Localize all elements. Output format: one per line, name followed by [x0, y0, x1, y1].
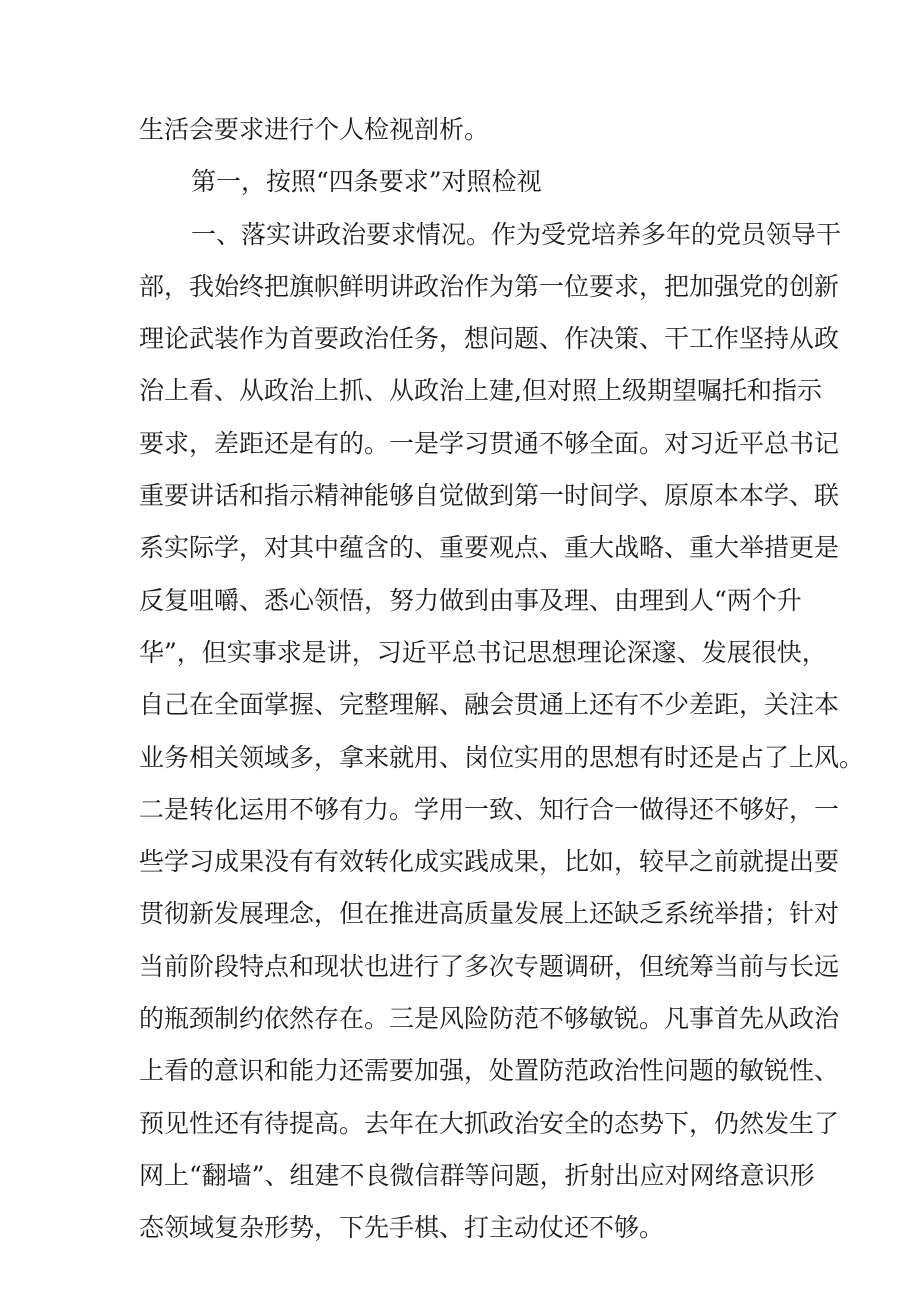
paragraph-line: 系实际学，对其中蕴含的、重要观点、重大战略、重大举措更是	[139, 533, 840, 563]
paragraph-line: 预见性还有待提高。去年在大抓政治安全的态势下，仍然发生了	[139, 1108, 840, 1138]
section-heading: 第一，按照“四条要求”对照检视	[191, 167, 542, 197]
paragraph-line: 重要讲话和指示精神能够自觉做到第一时间学、原原本本学、联	[139, 481, 840, 511]
paragraph-line: 的瓶颈制约依然存在。三是风险防范不够敏锐。凡事首先从政治	[139, 1004, 840, 1034]
paragraph-line: 部，我始终把旗帜鲜明讲政治作为第一位要求，把加强党的创新	[139, 271, 840, 301]
paragraph-line: 自己在全面掌握、完整理解、融会贯通上还有不少差距，关注本	[139, 690, 840, 720]
paragraph-line: 上看的意识和能力还需要加强，处置防范政治性问题的敏锐性、	[139, 1056, 840, 1086]
paragraph-line: 态领域复杂形势，下先手棋、打主动仗还不够。	[139, 1213, 665, 1243]
body-text	[139, 104, 865, 1255]
paragraph-line: 治上看、从政治上抓、从政治上建,但对照上级期望嘱托和指示	[139, 376, 822, 406]
paragraph-line: 生活会要求进行个人检视剖析。	[139, 115, 490, 144]
paragraph-line: 网上“翻墙”、组建不良微信群等问题，折射出应对网络意识形	[139, 1160, 815, 1190]
paragraph-line: 理论武装作为首要政治任务，想问题、作决策、干工作坚持从政	[139, 324, 840, 354]
paragraph-line: 反复咀嚼、悉心领悟，努力做到由事及理、由理到人“两个升	[139, 585, 802, 615]
paragraph-line: 华”，但实事求是讲，习近平总书记思想理论深邃、发展很快，	[139, 637, 827, 667]
paragraph-line: 一、落实讲政治要求情况。作为受党培养多年的党员领导干	[191, 219, 842, 249]
paragraph-line: 要求，差距还是有的。一是学习贯通不够全面。对习近平总书记	[139, 428, 840, 458]
paragraph-line: 二是转化运用不够有力。学用一致、知行合一做得还不够好，一	[139, 794, 840, 824]
paragraph-line: 贯彻新发展理念，但在推进高质量发展上还缺乏系统举措；针对	[139, 899, 840, 929]
paragraph-line: 当前阶段特点和现状也进行了多次专题调研，但统筹当前与长远	[139, 951, 840, 981]
paragraph-line: 业务相关领域多，拿来就用、岗位实用的思想有时还是占了上风。	[139, 742, 865, 772]
paragraph-line: 些学习成果没有有效转化成实践成果，比如，较早之前就提出要	[139, 847, 840, 877]
